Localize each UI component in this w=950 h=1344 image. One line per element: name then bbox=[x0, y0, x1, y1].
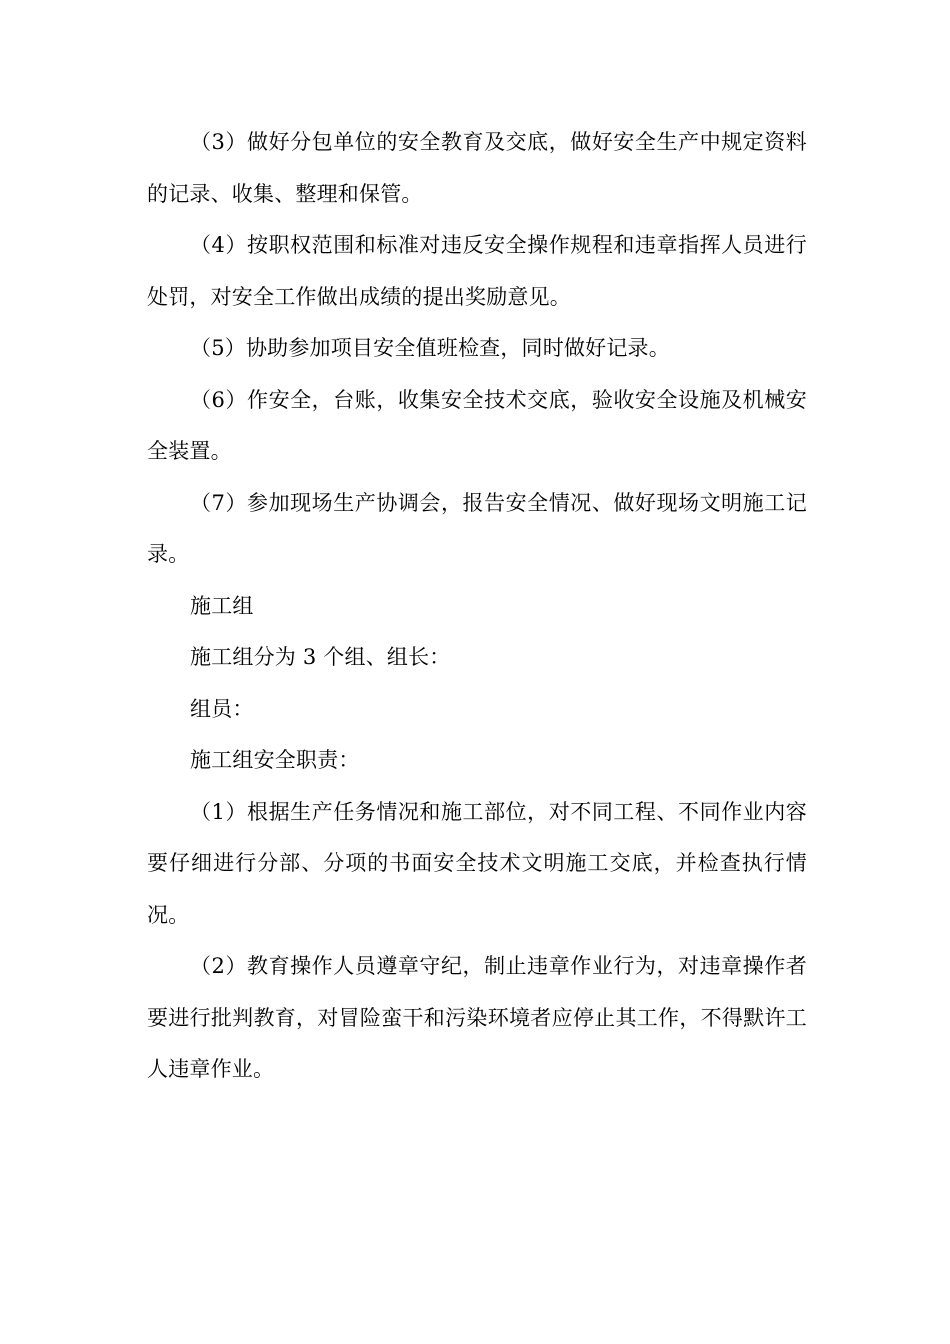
section-heading-construction-group: 施工组 bbox=[190, 593, 254, 618]
group-members-label: 组员： bbox=[190, 696, 254, 721]
paragraph-item-5: （5）协助参加项目安全值班检查，同时做好记录。 bbox=[190, 336, 670, 360]
construction-group-duties-heading: 施工组安全职责： bbox=[190, 748, 360, 772]
paragraph-item-3: （3）做好分包单位的安全教育及交底，做好安全生产中规定资料的记录、收集、整理和保管。 bbox=[147, 130, 807, 206]
document-body bbox=[147, 117, 807, 1096]
paragraph-item-4: （4）按职权范围和标准对违反安全操作规程和违章指挥人员进行处罚，对安全工作做出成绩的提出奖励意见。 bbox=[147, 233, 807, 309]
paragraph-item-6: （6）作安全，台账，收集安全技术交底，验收安全设施及机械安全装置。 bbox=[147, 387, 807, 463]
duty-item-2: （2）教育操作人员遵章守纪，制止违章作业行为，对违章操作者要进行批判教育，对冒险蛮干和污染环境者应停止其工作，不得默许工人违章作业。 bbox=[147, 954, 807, 1081]
paragraph-item-7: （7）参加现场生产协调会，报告安全情况、做好现场文明施工记录。 bbox=[147, 490, 807, 566]
duty-item-1: （1）根据生产任务情况和施工部位，对不同工程、不同作业内容要仔细进行分部、分项的书面安全技术文明施工交底，并检查执行情况。 bbox=[147, 799, 807, 927]
construction-group-composition: 施工组分为 3 个组、组长： bbox=[190, 645, 451, 669]
